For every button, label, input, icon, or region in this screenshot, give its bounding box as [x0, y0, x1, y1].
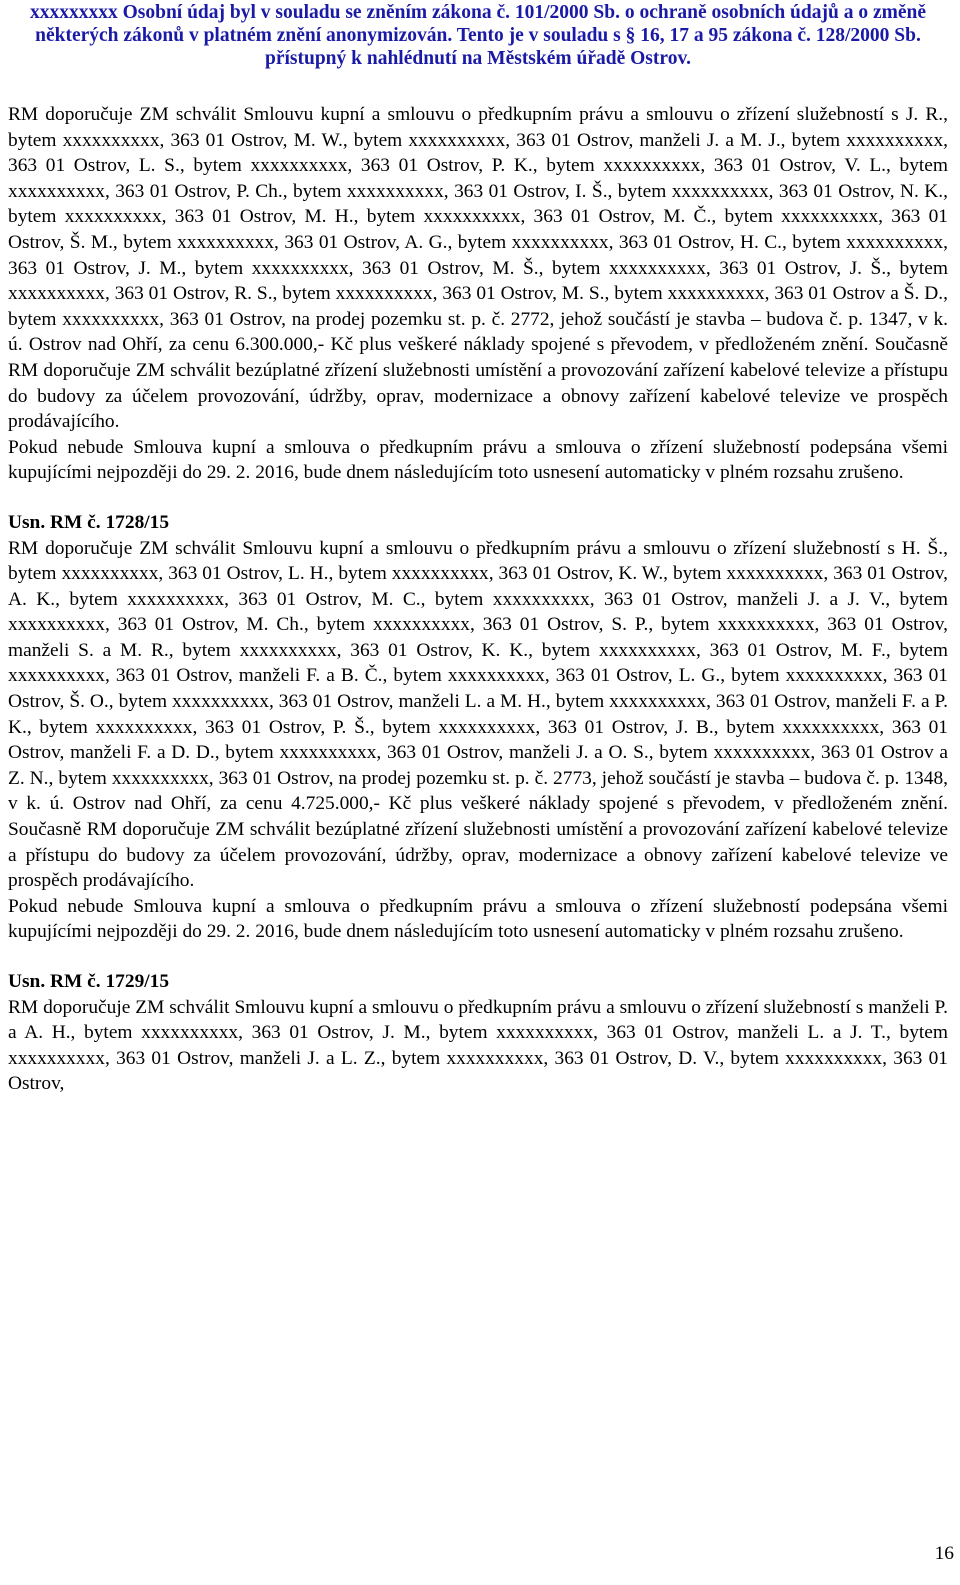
section-spacer: [8, 945, 948, 969]
resolution-1727-section: [8, 102, 948, 486]
resolution-1729-paragraph: RM doporučuje ZM schválit Smlouvu kupní a smlouvu o předkupním právu a smlouvu o zřízení služebností s manželi P. a A. H., bytem xxxxxxxxxx, 363 01 Ostrov, J. M., bytem xxxxxxxxxx, 363 01 Ostrov, manželi L. a J. T., bytem xxxxxxxxxx, 363 01 Ostrov, manželi J. a L. Z., bytem xxxxxxxxxx, 363 01 Ostrov, D. V., bytem xxxxxxxxxx, 363 01 Ostrov,: [8, 996, 948, 1095]
anonymization-notice: [8, 0, 948, 70]
resolution-1727-condition: Pokud nebude Smlouva kupní a smlouva o předkupním právu a smlouva o zřízení služebností podepsána všemi kupujícími nejpozději do 29. 2. 2016, bude dnem následujícím toto usnesení automaticky v plném rozsahu zrušeno.: [8, 436, 948, 484]
resolution-1727-paragraph: RM doporučuje ZM schválit Smlouvu kupní a smlouvu o předkupním právu a smlouvu o zřízení služebností s J. R., bytem xxxxxxxxxx, 363 01 Ostrov, M. W., bytem xxxxxxxxxx, 363 01 Ostrov, manželi J. a M. J., bytem xxxxxxxxxx, 363 01 Ostrov, L. S., bytem xxxxxxxxxx, 363 01 Ostrov, P. K., bytem xxxxxxxxxx, 363 01 Ostrov, V. L., bytem xxxxxxxxxx, 363 01 Ostrov, P. Ch., bytem xxxxxxxxxx, 363 01 Ostrov, I. Š., bytem xxxxxxxxxx, 363 01 Ostrov, N. K., bytem xxxxxxxxxx, 363 01 Ostrov, M. H., bytem xxxxxxxxxx, 363 01 Ostrov, M. Č., bytem xxxxxxxxxx, 363 01 Ostrov, Š. M., bytem xxxxxxxxxx, 363 01 Ostrov, A. G., bytem xxxxxxxxxx, 363 01 Ostrov, H. C., bytem xxxxxxxxxx, 363 01 Ostrov, J. M., bytem xxxxxxxxxx, 363 01 Ostrov, M. Š., bytem xxxxxxxxxx, 363 01 Ostrov, J. Š., bytem xxxxxxxxxx, 363 01 Ostrov, R. S., bytem xxxxxxxxxx, 363 01 Ostrov, M. S., bytem xxxxxxxxxx, 363 01 Ostrov a Š. D., bytem xxxxxxxxxx, 363 01 Ostrov, na prodej pozemku st. p. č. 2772, jehož součástí je stavba – budova č. p. 1347, v k. ú. Ostrov nad Ohří, za cenu 6.300.000,- Kč plus veškeré náklady spojené s převodem, v předloženém znění. Současně RM doporučuje ZM schválit bezúplatné zřízení služebnosti umístění a provozování zařízení kabelové televize a přístupu do budovy za účelem provozování, údržby, oprav, modernizace a obnovy zařízení kabelové televize ve prospěch prodávajícího.: [8, 104, 948, 433]
notice-line-1: xxxxxxxxx Osobní údaj byl v souladu se zněním zákona č. 101/2000 Sb. o ochraně osobních údajů a o změně: [29, 2, 927, 23]
section-spacer: [8, 486, 948, 510]
resolution-1729-section: [8, 969, 948, 1097]
resolution-1728-paragraph: RM doporučuje ZM schválit Smlouvu kupní a smlouvu o předkupním právu a smlouvu o zřízení služebností s H. Š., bytem xxxxxxxxxx, 363 01 Ostrov, L. H., bytem xxxxxxxxxx, 363 01 Ostrov, K. W., bytem xxxxxxxxxx, 363 01 Ostrov, A. K., bytem xxxxxxxxxx, 363 01 Ostrov, M. C., bytem xxxxxxxxxx, 363 01 Ostrov, manželi J. a J. V., bytem xxxxxxxxxx, 363 01 Ostrov, M. Ch., bytem xxxxxxxxxx, 363 01 Ostrov, S. P., bytem xxxxxxxxxx, 363 01 Ostrov, manželi S. a M. R., bytem xxxxxxxxxx, 363 01 Ostrov, K. K., bytem xxxxxxxxxx, 363 01 Ostrov, M. F., bytem xxxxxxxxxx, 363 01 Ostrov, manželi F. a B. Č., bytem xxxxxxxxxx, 363 01 Ostrov, L. G., bytem xxxxxxxxxx, 363 01 Ostrov, Š. O., bytem xxxxxxxxxx, 363 01 Ostrov, manželi L. a M. H., bytem xxxxxxxxxx, 363 01 Ostrov, manželi F. a P. K., bytem xxxxxxxxxx, 363 01 Ostrov, P. Š., bytem xxxxxxxxxx, 363 01 Ostrov, J. B., bytem xxxxxxxxxx, 363 01 Ostrov, manželi F. a D. D., bytem xxxxxxxxxx, 363 01 Ostrov, manželi J. a O. S., bytem xxxxxxxxxx, 363 01 Ostrov a Z. N., bytem xxxxxxxxxx, 363 01 Ostrov, na prodej pozemku st. p. č. 2773, jehož součástí je stavba – budova č. p. 1348, v k. ú. Ostrov nad Ohří, za cenu 4.725.000,- Kč plus veškeré náklady spojené s převodem, v předloženém znění. Současně RM doporučuje ZM schválit bezúplatné zřízení služebnosti umístění a provozování zařízení kabelové televize a přístupu do budovy za účelem provozování, údržby, oprav, modernizace a obnovy zařízení kabelové televize ve prospěch prodávajícího.: [8, 537, 948, 892]
notice-line-2: některých zákonů v platném znění anonymizován. Tento je v souladu s § 16, 17 a 95 zákona č. 128/2000 Sb.: [35, 25, 921, 46]
page-number: 16: [934, 1543, 954, 1564]
resolution-1728-section: [8, 510, 948, 945]
notice-line-3: přístupný k nahlédnutí na Městském úřadě Ostrov.: [264, 48, 691, 69]
document-page: [8, 0, 948, 1097]
resolution-1728-condition: Pokud nebude Smlouva kupní a smlouva o předkupním právu a smlouva o zřízení služebností podepsána všemi kupujícími nejpozději do 29. 2. 2016, bude dnem následujícím toto usnesení automaticky v plném rozsahu zrušeno.: [8, 895, 948, 943]
resolution-1728-heading: Usn. RM č. 1728/15: [8, 511, 170, 533]
resolution-1729-heading: Usn. RM č. 1729/15: [8, 971, 170, 992]
